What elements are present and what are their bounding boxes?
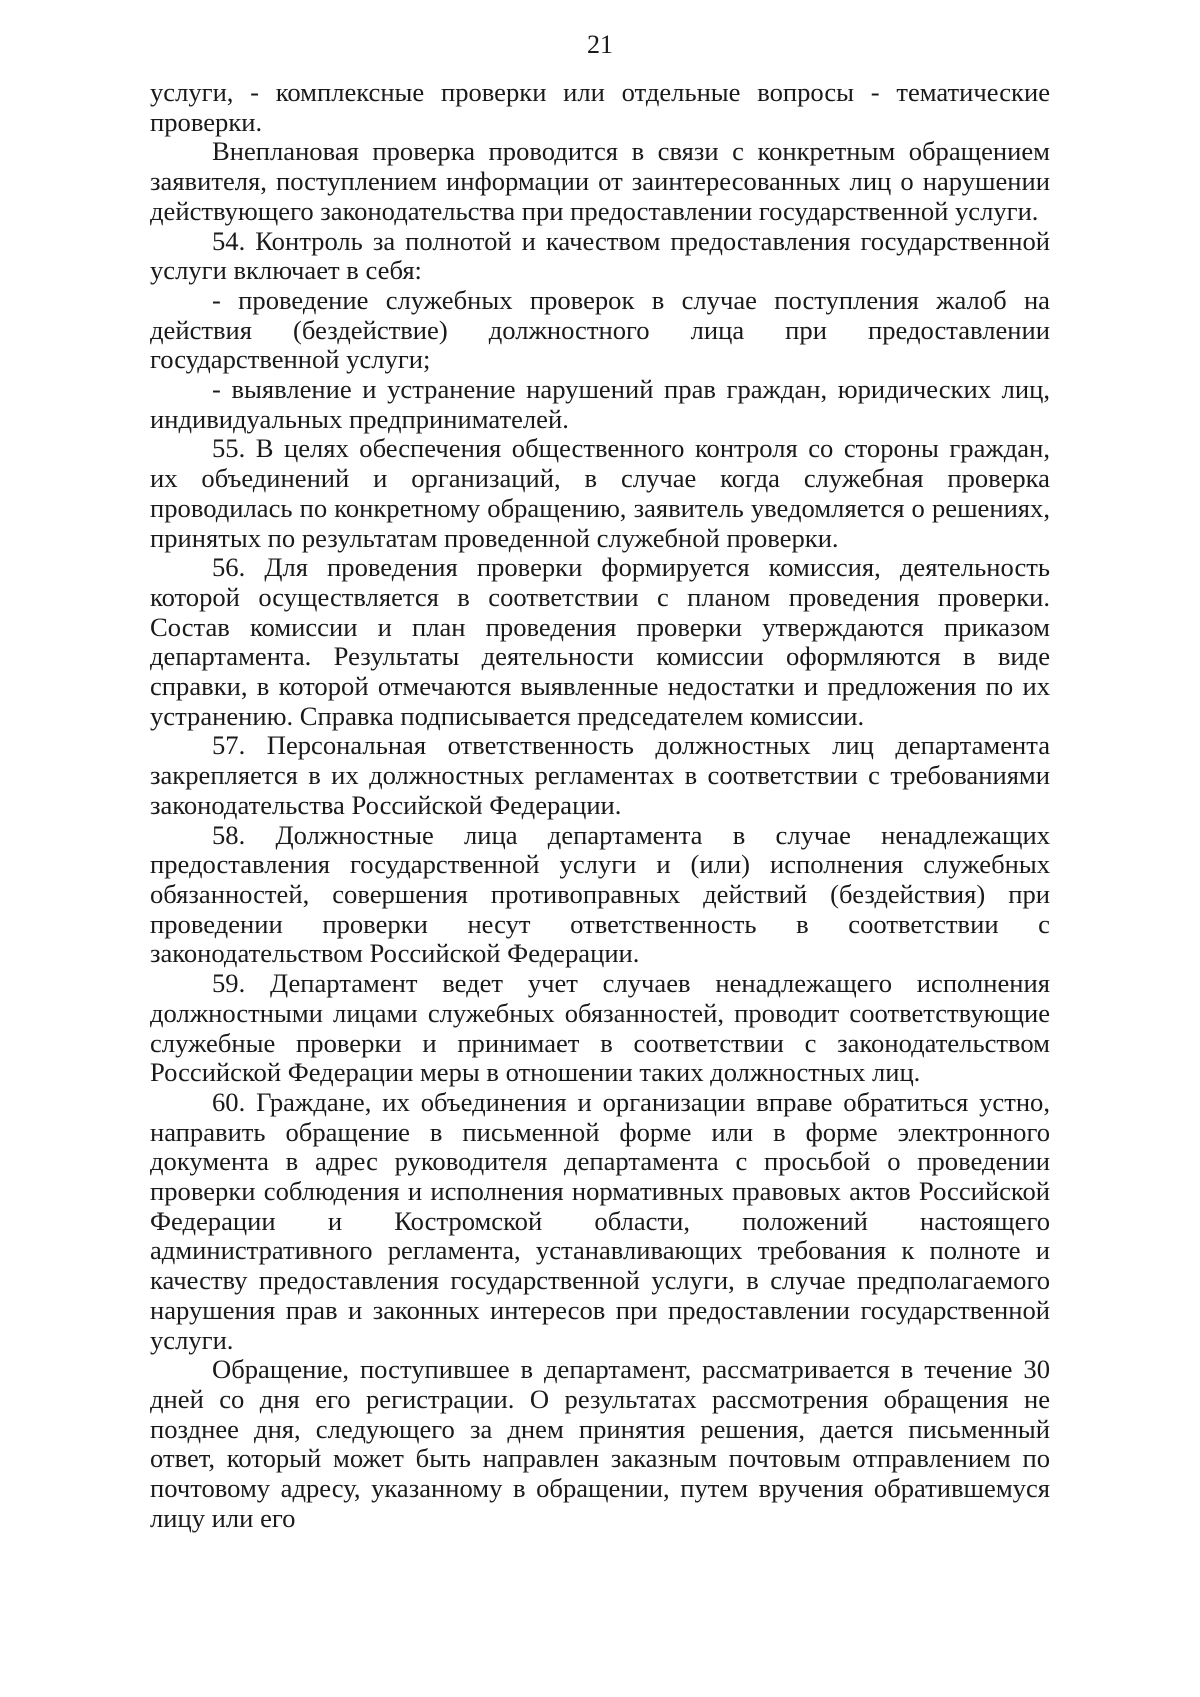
paragraph-54: 54. Контроль за полнотой и качеством предоставления государственной услуги включает в себя: <box>150 225 1050 286</box>
paragraph-55: 55. В целях обеспечения общественного контроля со стороны граждан, их объединений и организаций, в случае когда служебная проверка проводилась по конкретному обращению, заявитель уведомляется о решениях, принятых по результатам проведенной служебной проверки. <box>150 433 1050 553</box>
document-body <box>150 78 1050 1533</box>
paragraph-57: 57. Персональная ответственность должностных лиц департамента закрепляется в их должностных регламентах в соответствии с требованиями законодательства Российской Федерации. <box>150 730 1050 820</box>
paragraph-unscheduled-inspection: Внеплановая проверка проводится в связи с конкретным обращением заявителя, поступлением информации от заинтересованных лиц о нарушении действующего законодательства при предоставлении государственной услуги. <box>150 136 1050 226</box>
paragraph-54-item-2: - выявление и устранение нарушений прав граждан, юридических лиц, индивидуальных предпринимателей. <box>150 374 1050 434</box>
page-number: 21 <box>587 30 613 59</box>
paragraph-54-item-1: - проведение служебных проверок в случае поступления жалоб на действия (бездействие) должностного лица при предоставлении государственной услуги; <box>150 284 1050 375</box>
paragraph-appeal-review: Обращение, поступившее в департамент, рассматривается в течение 30 дней со дня его регистрации. О результатах рассмотрения обращения не позднее дня, следующего за днем принятия решения, дается письменный ответ, который может быть направлен заказным почтовым отправлением по почтовому адресу, указанному в обращении, путем вручения обратившемуся лицу или его <box>150 1354 1050 1533</box>
paragraph-intro: услуги, - комплексные проверки или отдельные вопросы - тематические проверки. <box>150 77 1050 137</box>
paragraph-60: 60. Граждане, их объединения и организации вправе обратиться устно, направить обращение в письменной форме или в форме электронного документа в адрес руководителя департамента с просьбой о проведении проверки соблюдения и исполнения нормативных правовых актов Российской Федерации и Костромской области, положений настоящего административного регламента, устанавливающих требования к полноте и качеству предоставления государственной услуги, в случае предполагаемого нарушения прав и законных интересов при предоставлении государственной услуги. <box>150 1086 1050 1355</box>
paragraph-58: 58. Должностные лица департамента в случае ненадлежащих предоставления государственной услуги и (или) исполнения служебных обязанностей, совершения противоправных действий (бездействия) при проведении проверки несут ответственность в соответствии с законодательством Российской Федерации. <box>150 819 1050 969</box>
paragraph-56: 56. Для проведения проверки формируется комиссия, деятельность которой осуществляется в соответствии с планом проведения проверки. Состав комиссии и план проведения проверки утверждаются приказом департамента. Результаты деятельности комиссии оформляются в виде справки, в которой отмечаются выявленные недостатки и предложения по их устранению. Справка подписывается председателем комиссии. <box>150 552 1050 731</box>
paragraph-59: 59. Департамент ведет учет случаев ненадлежащего исполнения должностными лицами служебных обязанностей, проводит соответствующие служебные проверки и принимает в соответствии с законодательством Российской Федерации меры в отношении таких должностных лиц. <box>150 968 1050 1088</box>
